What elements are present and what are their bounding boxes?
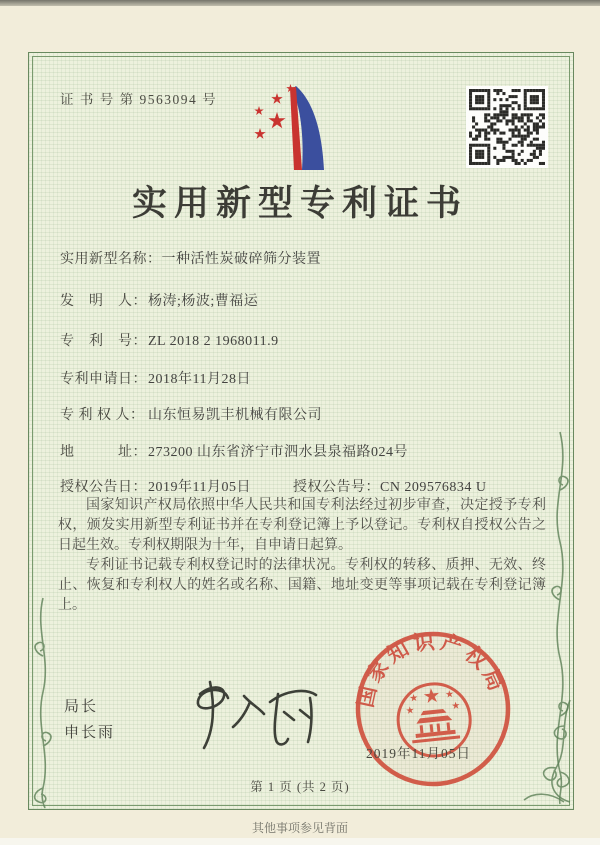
field-patentee bbox=[60, 404, 322, 424]
field-value: 一种活性炭破碎筛分装置 bbox=[161, 252, 321, 267]
scan-edge-artifact bbox=[0, 838, 600, 845]
field-utility-model-name bbox=[60, 248, 321, 268]
logo-sail-shape bbox=[290, 86, 324, 170]
field-label: 实用新型名称： bbox=[60, 252, 162, 267]
field-label: 授权公告号： bbox=[292, 480, 380, 495]
grant-number-group bbox=[293, 480, 487, 495]
director-title: 局长 bbox=[64, 699, 99, 715]
field-value: ZL 2018 2 1968011.9 bbox=[148, 334, 279, 349]
grant-date-group bbox=[60, 480, 251, 495]
field-label: 授权公告日： bbox=[60, 480, 147, 495]
director-signature bbox=[166, 664, 326, 756]
official-seal bbox=[352, 628, 514, 790]
field-filing-date bbox=[60, 368, 251, 388]
field-value: 杨涛;杨波;曹福运 bbox=[148, 294, 259, 309]
field-label: 专 利 权 人： bbox=[60, 408, 145, 423]
field-value: 山东恒易凯丰机械有限公司 bbox=[148, 408, 322, 423]
scan-edge-artifact bbox=[0, 0, 600, 6]
field-value: CN 209576834 U bbox=[379, 480, 487, 495]
logo-stars bbox=[254, 84, 295, 139]
back-side-note: 其他事项参见背面 bbox=[251, 821, 348, 835]
field-label: 专利申请日： bbox=[60, 372, 147, 387]
page-number: 第 1 页 (共 2 页) bbox=[250, 780, 350, 794]
field-value: 2018年11月28日 bbox=[148, 372, 251, 387]
certificate-number: 证 书 号 第 9563094 号 bbox=[60, 92, 218, 107]
field-label: 地 址： bbox=[60, 445, 147, 460]
certificate-title: 实用新型专利证书 bbox=[131, 184, 468, 223]
field-value: 273200 山东省济宁市泗水县泉福路024号 bbox=[148, 445, 408, 460]
director-name: 申长雨 bbox=[64, 725, 116, 741]
qr-code bbox=[466, 86, 548, 168]
director-block bbox=[64, 694, 115, 746]
field-inventors bbox=[60, 290, 258, 310]
field-grant-info bbox=[60, 476, 487, 496]
field-address bbox=[60, 441, 408, 461]
field-patent-number bbox=[60, 330, 279, 350]
field-label: 发 明 人： bbox=[60, 294, 147, 309]
field-label: 专 利 号： bbox=[60, 334, 147, 349]
legal-paragraph-1: 国家知识产权局依照中华人民共和国专利法经过初步审查，决定授予专利权，颁发实用新型专利证书并在专利登记簿上予以登记。专利权自授权公告之日起生效。专利权期限为十年，自申请日起算。 bbox=[58, 498, 546, 553]
seal-date: 2019年11月05日 bbox=[366, 746, 471, 761]
legal-paragraph-2: 专利证书记载专利权登记时的法律状况。专利权的转移、质押、无效、终止、恢复和专利权人的姓名或名称、国籍、地址变更等事项记载在专利登记簿上。 bbox=[58, 558, 546, 613]
patent-office-logo-icon bbox=[244, 80, 356, 174]
field-value: 2019年11月05日 bbox=[148, 480, 251, 495]
legal-text-block bbox=[58, 496, 546, 616]
seal-text: 国家知识产权局 bbox=[353, 629, 511, 710]
